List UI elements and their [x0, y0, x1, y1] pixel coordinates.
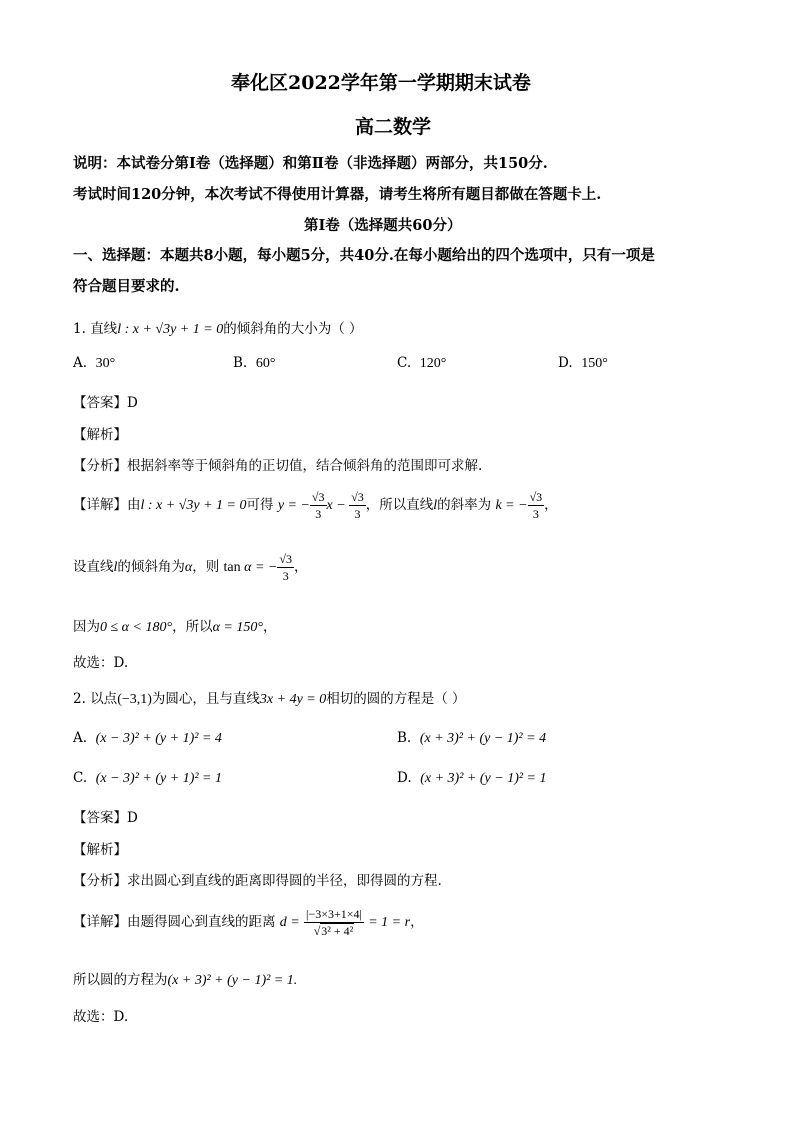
section-heading-line-1: 一、选择题：本题共8小题，每小题5分，共40分.在每小题给出的四个选项中，只有一项是	[73, 247, 655, 264]
detail-line-2: 设直线l的倾斜角为α，则 tan α = − $\frac{√3}{3}$ ，	[73, 552, 308, 584]
detail-line-3: 因为0 ≤ α < 180°，所以α = 150°，	[73, 619, 277, 635]
answer-tag: 【答案】	[73, 395, 127, 411]
choose-line: 故选：D.	[73, 655, 129, 671]
section-heading-line-2: 符合题目要求的.	[73, 278, 180, 295]
page-title: 奉化区2022学年第一学期期末试卷	[231, 72, 531, 94]
analysis-summary: 【分析】求出圆心到直线的距离即得圆的半径，即得圆的方程.	[73, 873, 442, 889]
option-a[interactable]: A. (x − 3)² + (y + 1)² = 4	[73, 730, 222, 746]
option-b[interactable]: B. (x + 3)² + (y − 1)² = 4	[397, 730, 547, 746]
option-d[interactable]: D. (x + 3)² + (y − 1)² = 1	[397, 770, 547, 786]
question-text: 直线	[90, 321, 118, 337]
option-c[interactable]: C. (x − 3)² + (y + 1)² = 1	[73, 770, 222, 786]
answer-row	[73, 391, 138, 411]
page-subtitle: 高二数学	[355, 116, 432, 138]
tangent-equation: tan α = − $\frac{√3}{3}$	[223, 552, 292, 584]
detail-line-1: 【详解】由题得圆心到直线的距离 d = $\frac{|-3\times 3+1\times 4|}{\text{√3² + 4²}}$ = 1 = r，	[73, 907, 424, 938]
option-d[interactable]: D. 150°	[558, 355, 608, 371]
answer-tag: 【答案】	[73, 810, 127, 826]
question-2-stem: 2. 以点(−3,1)为圆心，且与直线3x + 4y = 0相切的圆的方程是（ ）	[73, 691, 466, 707]
question-1-stem	[73, 317, 363, 338]
option-b[interactable]: B. 60°	[233, 355, 276, 371]
slope-equation: y = − $\frac{√3}{3}$ x − $\frac{√3}{3}$	[277, 490, 364, 522]
question-number: 2.	[73, 691, 86, 707]
analysis-summary: 【分析】根据斜率等于倾斜角的正切值，结合倾斜角的范围即可求解.	[73, 458, 483, 474]
question-number: 1.	[73, 321, 86, 337]
option-c[interactable]: C. 120°	[397, 355, 447, 371]
option-a[interactable]: A. 30°	[73, 355, 116, 371]
analysis-tag: 【解析】	[73, 427, 127, 443]
math-expression: l : x + √3y + 1 = 0	[117, 322, 224, 337]
analysis-tag: 【解析】	[73, 842, 127, 858]
answer-value: D	[127, 395, 138, 411]
distance-fraction: $\frac{|-3\times 3+1\times 4|}{\text{√3² + 4²}}$	[306, 907, 362, 938]
intro-line-2: 考试时间120分钟，本次考试不得使用计算器，请考生将所有题目都做在答题卡上.	[73, 186, 602, 203]
question-text: 的倾斜角的大小为（ ）	[223, 321, 363, 337]
result-line: 所以圆的方程为(x + 3)² + (y − 1)² = 1.	[73, 972, 298, 988]
detail-line-1: 【详解】由l : x + √3y + 1 = 0可得 y = − $\frac{√3}{3}$ x − $\frac{√3}{3}$ ，所以直线l的斜率为 k = − $\frac{√3}{3}$ ，	[73, 490, 558, 522]
choose-line: 故选：D.	[73, 1009, 129, 1025]
answer-row	[73, 806, 138, 826]
intro-line-1: 说明：本试卷分第Ⅰ卷（选择题）和第Ⅱ卷（非选择题）两部分，共150分.	[73, 155, 548, 172]
part-heading: 第Ⅰ卷（选择题共60分）	[304, 217, 462, 234]
slope-value: k = − $\frac{√3}{3}$	[495, 490, 543, 522]
answer-value: D	[127, 810, 138, 826]
